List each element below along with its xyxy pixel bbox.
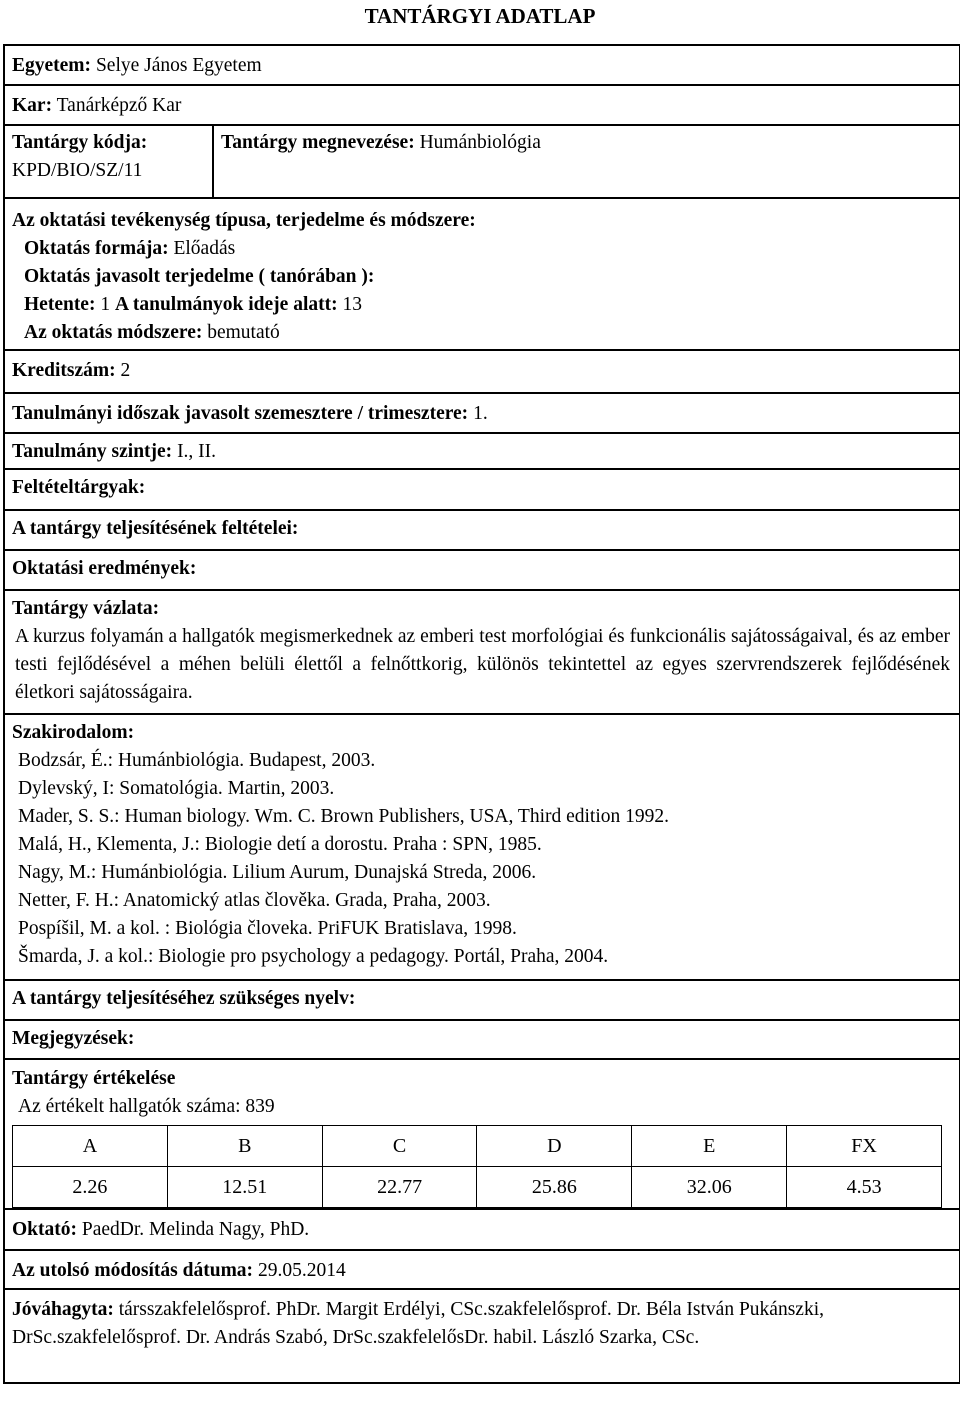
level-label: Tanulmány szintje: xyxy=(12,441,173,462)
approved-value: társszakfelelősprof. PhDr. Margit Erdélyi, CSc.szakfelelősprof. Dr. Béla István Pukánszki, DrSc.szakfelelősprof. Dr. András Szabó, DrSc.szakfelelősDr. habil. László Szarka, CSc. xyxy=(12,1299,824,1348)
grade-header-row xyxy=(13,1126,942,1167)
grade-letter: D xyxy=(477,1126,632,1167)
level-row xyxy=(5,434,959,470)
prerequisites-label: Feltételtárgyak: xyxy=(12,477,146,498)
language-label: A tantárgy teljesítéséhez szükséges nyelv: xyxy=(12,988,356,1009)
teaching-section xyxy=(5,199,959,351)
grade-percentage: 32.06 xyxy=(632,1167,787,1208)
course-name-cell xyxy=(214,126,959,197)
course-id-row xyxy=(5,126,959,199)
instructor-value: PaedDr. Melinda Nagy, PhD. xyxy=(81,1219,310,1240)
literature-item: Nagy, M.: Humánbiológia. Lilium Aurum, Dunajská Streda, 2006. xyxy=(18,862,537,883)
notes-label: Megjegyzések: xyxy=(12,1028,135,1049)
university-label: Egyetem: xyxy=(12,55,92,76)
faculty-value: Tanárképző Kar xyxy=(56,95,182,116)
level-value: I., II. xyxy=(177,441,217,462)
literature-item: Netter, F. H.: Anatomický atlas člověka. Grada, Praha, 2003. xyxy=(18,890,491,911)
completion-row xyxy=(5,511,959,551)
weekly-value: 1 xyxy=(100,294,111,315)
outline-label: Tantárgy vázlata: xyxy=(12,598,160,619)
faculty-label: Kar: xyxy=(12,95,53,116)
semester-label: Tanulmányi időszak javasolt szemesztere / trimesztere: xyxy=(12,403,469,424)
grade-value-row xyxy=(13,1167,942,1208)
grade-percentage: 2.26 xyxy=(13,1167,168,1208)
credits-label: Kreditszám: xyxy=(12,360,116,381)
grade-letter: B xyxy=(167,1126,322,1167)
instructor-row xyxy=(5,1210,959,1251)
teaching-form-label: Oktatás formája: xyxy=(24,238,169,259)
credits-row xyxy=(5,351,959,394)
last-modified-label: Az utolsó módosítás dátuma: xyxy=(12,1260,254,1281)
literature-item: Dylevský, I: Somatológia. Martin, 2003. xyxy=(18,778,335,799)
semester-row xyxy=(5,394,959,434)
university-value: Selye János Egyetem xyxy=(95,55,262,76)
grade-letter: FX xyxy=(787,1126,942,1167)
weekly-label: Hetente: xyxy=(24,294,96,315)
outline-text: A kurzus folyamán a hallgatók megismerkednek az emberi test morfológiai és funkcionális sajátosságaival, és az ember testi fejlődésével a méhen belüli élettől a felnőttkorig, különös tekintettel az egyes szervrendszerek fejlődésének életkori sajátosságaira. xyxy=(15,626,950,703)
teaching-scope-label: Oktatás javasolt terjedelme ( tanórában ): xyxy=(24,266,375,287)
notes-row xyxy=(5,1021,959,1060)
grade-letter: C xyxy=(322,1126,477,1167)
language-row xyxy=(5,981,959,1021)
completion-label: A tantárgy teljesítésének feltételei: xyxy=(12,518,299,539)
teaching-heading: Az oktatási tevékenység típusa, terjedelme és módszere: xyxy=(12,210,476,231)
literature-item: Bodzsár, É.: Humánbiológia. Budapest, 2003. xyxy=(18,750,376,771)
course-code-label: Tantárgy kódja: xyxy=(12,132,148,153)
grade-percentage: 25.86 xyxy=(477,1167,632,1208)
teaching-form-value: Előadás xyxy=(173,238,236,259)
grade-letter: A xyxy=(13,1126,168,1167)
evaluated-count: Az értékelt hallgatók száma: 839 xyxy=(18,1096,275,1117)
course-code-cell xyxy=(5,126,214,197)
grade-percentage: 4.53 xyxy=(787,1167,942,1208)
literature-item: Malá, H., Klementa, J.: Biologie detí a dorostu. Praha : SPN, 1985. xyxy=(18,834,542,855)
course-name-value: Humánbiológia xyxy=(419,132,541,153)
total-label: A tanulmányok ideje alatt: xyxy=(114,294,338,315)
course-code-value: KPD/BIO/SZ/11 xyxy=(12,160,143,181)
university-row xyxy=(5,46,959,86)
outcomes-row xyxy=(5,551,959,591)
method-label: Az oktatás módszere: xyxy=(24,322,203,343)
approved-section xyxy=(5,1290,959,1384)
literature-section xyxy=(5,715,959,981)
credits-value: 2 xyxy=(120,360,131,381)
grade-percentage: 22.77 xyxy=(322,1167,477,1208)
semester-value: 1. xyxy=(473,403,488,424)
literature-item: Mader, S. S.: Human biology. Wm. C. Brown Publishers, USA, Third edition 1992. xyxy=(18,806,670,827)
course-name-label: Tantárgy megnevezése: xyxy=(221,132,415,153)
evaluation-section xyxy=(5,1060,959,1210)
instructor-label: Oktató: xyxy=(12,1219,77,1240)
prerequisites-row xyxy=(5,470,959,511)
grade-table xyxy=(12,1125,942,1208)
last-modified-value: 29.05.2014 xyxy=(257,1260,346,1281)
course-datasheet xyxy=(3,44,960,1384)
grade-letter: E xyxy=(632,1126,787,1167)
total-value: 13 xyxy=(342,294,362,315)
literature-item: Šmarda, J. a kol.: Biologie pro psychology a pedagogy. Portál, Praha, 2004. xyxy=(18,946,609,967)
outline-section xyxy=(5,591,959,715)
grade-percentage: 12.51 xyxy=(167,1167,322,1208)
last-modified-row xyxy=(5,1251,959,1290)
faculty-row xyxy=(5,86,959,126)
document-title: TANTÁRGYI ADATLAP xyxy=(364,4,596,28)
literature-item: Pospíšil, M. a kol. : Biológia človeka. PriFUK Bratislava, 1998. xyxy=(18,918,517,939)
method-value: bemutató xyxy=(207,322,280,343)
outcomes-label: Oktatási eredmények: xyxy=(12,558,197,579)
approved-label: Jóváhagyta: xyxy=(12,1299,114,1320)
evaluation-label: Tantárgy értékelése xyxy=(12,1068,176,1089)
literature-label: Szakirodalom: xyxy=(12,722,135,743)
